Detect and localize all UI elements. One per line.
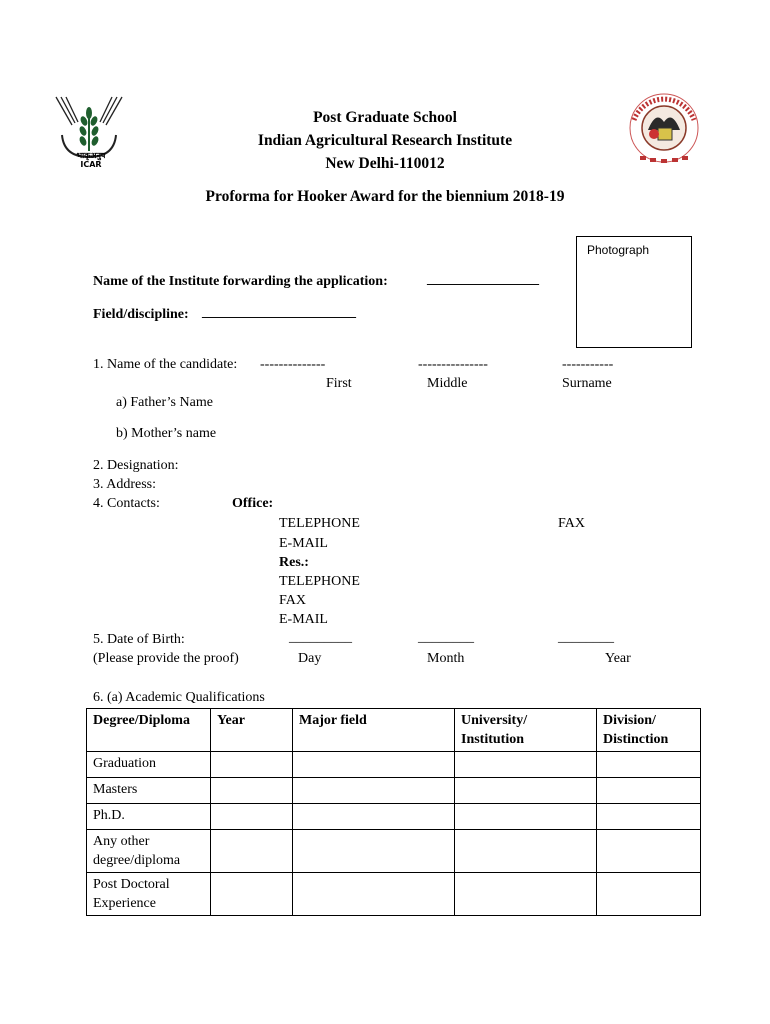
- header-university: University/ Institution: [455, 709, 597, 752]
- institute-name: Indian Agricultural Research Institute: [257, 132, 513, 149]
- row-label-phd: Ph.D.: [87, 804, 211, 830]
- year-caption: Year: [605, 651, 631, 666]
- cell-division[interactable]: [597, 752, 701, 778]
- cell-major-field[interactable]: [293, 873, 455, 916]
- academic-qualifications-table: [86, 708, 701, 916]
- table-row: [87, 830, 701, 873]
- school-name: Post Graduate School: [313, 109, 457, 126]
- row-label-masters: Masters: [87, 778, 211, 804]
- cell-division[interactable]: [597, 830, 701, 873]
- cell-university[interactable]: [455, 752, 597, 778]
- header-major-field: Major field: [293, 709, 455, 752]
- cell-year[interactable]: [211, 778, 293, 804]
- cell-division[interactable]: [597, 804, 701, 830]
- header-year: Year: [211, 709, 293, 752]
- res-telephone-label: TELEPHONE: [279, 574, 360, 589]
- dob-day-blank[interactable]: _________: [289, 630, 352, 645]
- first-caption: First: [326, 376, 352, 391]
- table-row: [87, 752, 701, 778]
- day-caption: Day: [298, 651, 322, 666]
- dob-year-blank[interactable]: ________: [558, 630, 614, 645]
- middle-name-blank[interactable]: ---------------: [418, 357, 488, 372]
- field-blank[interactable]: ______________________: [202, 305, 356, 320]
- dob-label: 5. Date of Birth:: [93, 632, 185, 647]
- dob-month-blank[interactable]: ________: [418, 630, 474, 645]
- office-email-label: E-MAIL: [279, 536, 328, 551]
- office-fax-label: FAX: [558, 516, 585, 531]
- father-name-label: a) Father’s Name: [116, 395, 213, 410]
- table-header-row: [87, 709, 701, 752]
- institute-blank[interactable]: ________________: [427, 272, 539, 287]
- row-label-other-degree: Any other degree/diploma: [87, 830, 211, 873]
- academic-qualifications-label: 6. (a) Academic Qualifications: [93, 690, 265, 705]
- photograph-box[interactable]: [576, 236, 692, 348]
- header-division: Division/ Distinction: [597, 709, 701, 752]
- row-label-graduation: Graduation: [87, 752, 211, 778]
- first-name-blank[interactable]: --------------: [260, 357, 326, 372]
- city-pin: New Delhi-110012: [325, 155, 445, 172]
- cell-division[interactable]: [597, 778, 701, 804]
- cell-year[interactable]: [211, 804, 293, 830]
- address-label: 3. Address:: [93, 477, 156, 492]
- cell-year[interactable]: [211, 830, 293, 873]
- table-row: [87, 778, 701, 804]
- designation-label: 2. Designation:: [93, 458, 179, 473]
- field-label: Field/discipline:: [93, 307, 189, 322]
- middle-caption: Middle: [427, 376, 468, 391]
- cell-year[interactable]: [211, 752, 293, 778]
- mother-name-label: b) Mother’s name: [116, 426, 217, 441]
- candidate-label: 1. Name of the candidate:: [93, 357, 238, 372]
- month-caption: Month: [427, 651, 465, 666]
- cell-university[interactable]: [455, 804, 597, 830]
- table-row: [87, 873, 701, 916]
- cell-major-field[interactable]: [293, 804, 455, 830]
- row-label-postdoc: Post Doctoral Experience: [87, 873, 211, 916]
- photograph-label: Photograph: [587, 243, 650, 257]
- cell-university[interactable]: [455, 830, 597, 873]
- cell-division[interactable]: [597, 873, 701, 916]
- res-email-label: E-MAIL: [279, 612, 328, 627]
- icar-logo-text: भाकृअनुप ICAR: [76, 151, 106, 169]
- surname-blank[interactable]: -----------: [562, 357, 614, 372]
- header-degree: Degree/Diploma: [87, 709, 211, 752]
- cell-university[interactable]: [455, 873, 597, 916]
- cell-university[interactable]: [455, 778, 597, 804]
- contacts-label: 4. Contacts:: [93, 496, 160, 511]
- office-telephone-label: TELEPHONE: [279, 516, 360, 531]
- cell-year[interactable]: [211, 873, 293, 916]
- surname-caption: Surname: [562, 376, 612, 391]
- cell-major-field[interactable]: [293, 778, 455, 804]
- cell-major-field[interactable]: [293, 830, 455, 873]
- office-label: Office:: [232, 496, 274, 511]
- institute-label: Name of the Institute forwarding the application:: [93, 274, 388, 289]
- cell-major-field[interactable]: [293, 752, 455, 778]
- res-fax-label: FAX: [279, 593, 306, 608]
- table-row: [87, 804, 701, 830]
- residence-label: Res.:: [279, 555, 309, 570]
- form-title: Proforma for Hooker Award for the biennium 2018-19: [205, 188, 565, 205]
- dob-note: (Please provide the proof): [93, 651, 239, 666]
